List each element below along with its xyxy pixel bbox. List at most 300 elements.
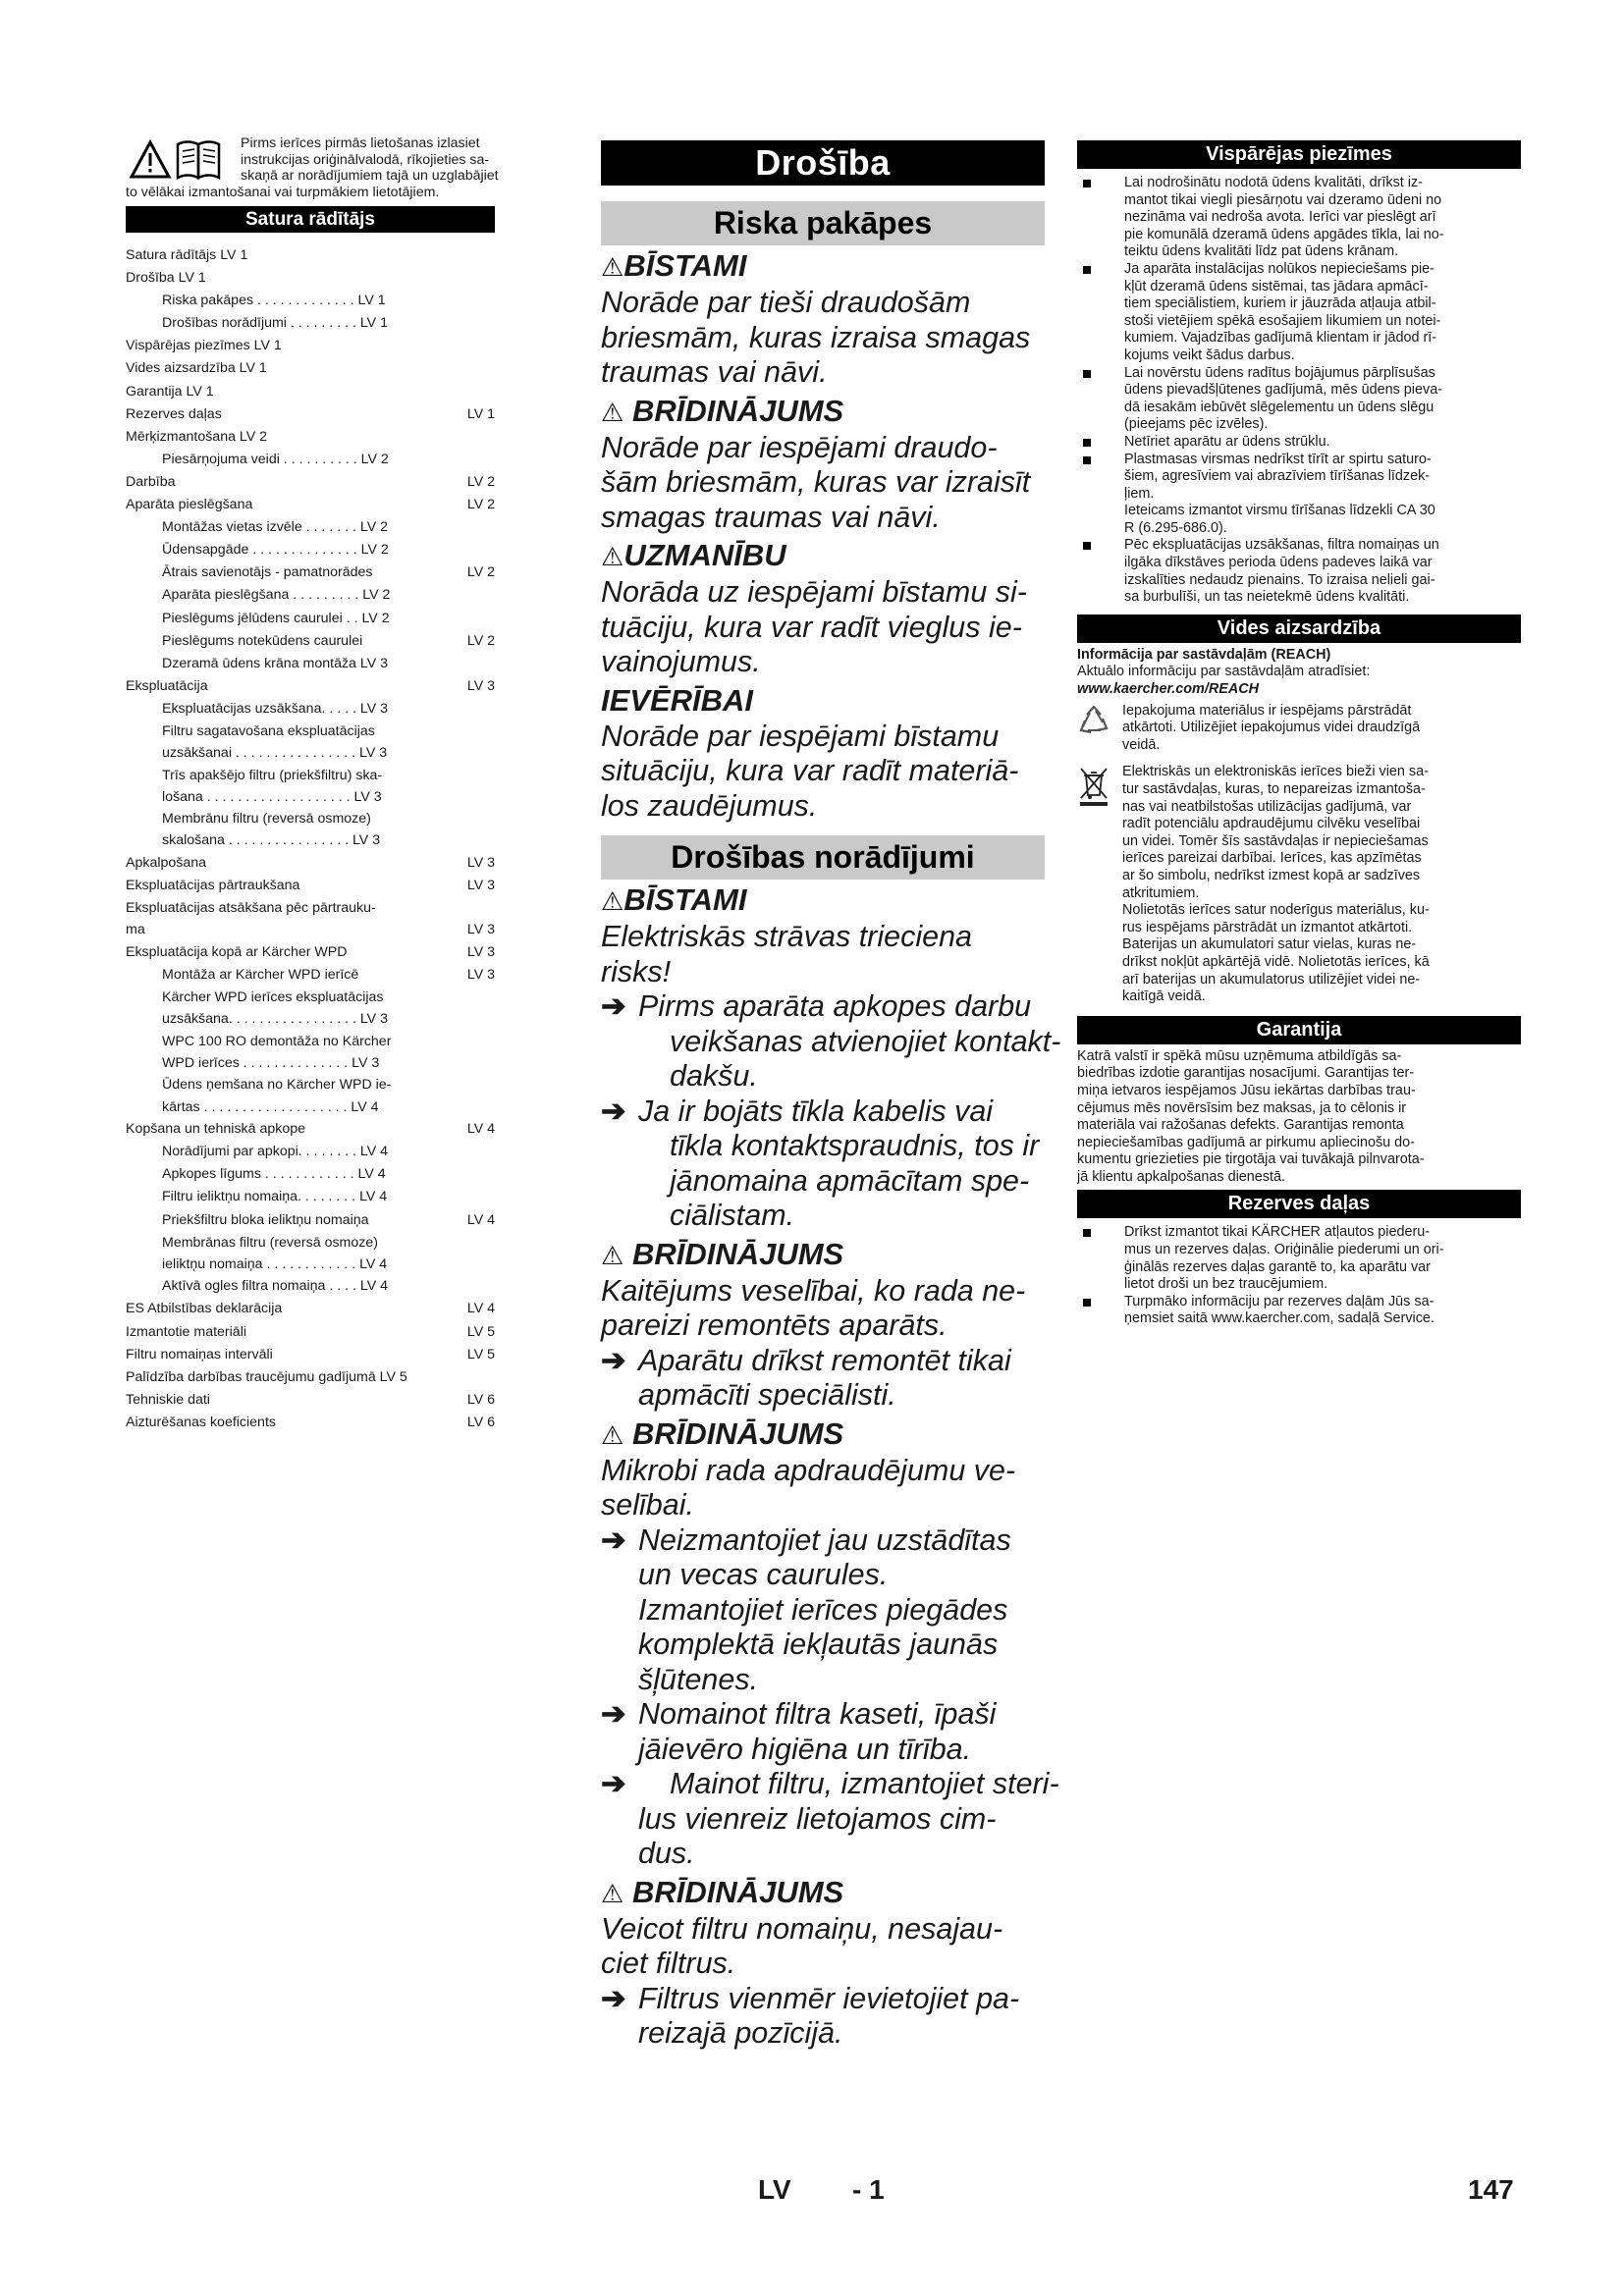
toc-entry (126, 449, 495, 471)
text-line: situāciju, kura var radīt materiā- (601, 754, 1019, 787)
text-line: Norāda uz iespējami bīstamu si- (601, 575, 1027, 609)
text-line: traumas vai nāvi. (601, 355, 828, 389)
toc-entry-text: Apkalpošana (126, 855, 207, 872)
instruction-item (601, 1982, 1045, 2052)
instruction-line: jānomaina apmācītam spe- (670, 1163, 1030, 1198)
text-line: rus iespējams pārstrādāt un izmantot atkārtoti. (1122, 919, 1413, 935)
bullet-line: dā iesakām iebūvēt slēgelementu un ūdens slēgu (1124, 399, 1435, 415)
spare-parts-list (1077, 1224, 1521, 1328)
bullet-item (1077, 365, 1521, 434)
attention-signal: IEVĒRĪBAI (601, 682, 754, 718)
instruction-line: dakšu. (670, 1059, 758, 1093)
toc-entry-text: Ekspluatācija kopā ar Kärcher WPD (126, 943, 348, 960)
bullet-line: ģinālās rezerves daļas garantē to, ka aparātu var (1124, 1258, 1431, 1275)
text-line: tur sastāvdaļas, kuras, to nepareizas izmantoša- (1122, 781, 1426, 797)
toc-entry-page: LV 2 (466, 632, 495, 649)
text-line: briesmām, kuras izraisa smagas (601, 320, 1031, 354)
subsection-safety-instructions: Drošības norādījumi (601, 835, 1045, 880)
text-line: Kaitējums veselībai, ko rada ne- (601, 1273, 1026, 1308)
bullet-line: ņemsiet saitā www.kaercher.com, sadaļā Service. (1124, 1310, 1435, 1327)
left-column (126, 135, 499, 1434)
bullet-line: Lai novērstu ūdens radītus bojājumus pārplīsušas (1124, 364, 1435, 381)
toc-entry-text: Aparāta pieslēgšana (126, 497, 253, 513)
toc-entry (126, 808, 495, 830)
toc-entry-text: ieliktņu nomaiņa . . . . . . . . . . . . LV 4 (162, 1255, 388, 1272)
toc-entry (126, 494, 495, 516)
toc-entry-text: Darbība (126, 473, 176, 490)
toc-entry (126, 381, 495, 403)
bullet-square-icon (1083, 370, 1091, 378)
toc-entry-page: LV 6 (466, 1414, 495, 1430)
text-line: nepieciešamības gadījumā ar pirkumu apliecinošu do- (1077, 1134, 1415, 1150)
instruction-line: Nomainot filtra kaseti, īpaši (638, 1697, 997, 1731)
text-line: Mikrobi rada apdraudējumu ve- (601, 1453, 1016, 1487)
bullet-item (1077, 175, 1521, 261)
toc-entry (126, 698, 495, 721)
text-line: Elektriskās un elektroniskās ierīces bieži vien sa- (1122, 764, 1429, 780)
toc-entry (126, 830, 495, 852)
toc-entry (126, 630, 495, 653)
text-line: pareizi remontēts aparāts. (601, 1308, 947, 1342)
toc-entry-text: Vispārējas piezīmes LV 1 (126, 338, 282, 354)
text-line: atkārtoti. Utilizējiet iepakojumus videi draudzīgā (1122, 720, 1421, 736)
warning-triangle-icon: ⚠ (601, 886, 624, 916)
toc-entry-page: LV 4 (466, 1301, 495, 1317)
warning-triangle-icon: ⚠ (601, 1240, 624, 1270)
toc-entry (126, 1141, 495, 1163)
text-line: Veicot filtru nomaiņu, nesajau- (601, 1911, 1003, 1946)
intro-line: Pirms ierīces pirmās lietošanas izlasiet (241, 135, 480, 151)
section-title-safety: Drošība (601, 140, 1045, 186)
toc-entry (126, 897, 495, 920)
bullet-item (1077, 452, 1521, 538)
arrow-icon: ➔ (601, 989, 626, 1023)
text-line: šām briesmām, kuras var izraisīt (601, 465, 1031, 499)
intro-line: skaņā ar norādījumiem tajā un uzglabājiet (241, 168, 499, 184)
warning-triangle-icon: ⚠ (601, 397, 624, 427)
instruction-item (601, 1697, 1045, 1767)
toc-entry (126, 335, 495, 357)
toc-entry-text: Piesārņojuma veidi . . . . . . . . . . LV 2 (162, 451, 389, 467)
toc-entry-text: Membrānu filtru (reversā osmoze) (162, 811, 371, 828)
middle-column (601, 140, 1061, 2052)
toc-entry (126, 561, 495, 584)
bullet-line: Drīkst izmantot tikai KÄRCHER atļautos piederu- (1124, 1224, 1431, 1241)
text-line: Katrā valstī ir spēkā mūsu uzņēmuma atbildīgās sa- (1077, 1047, 1402, 1064)
toc-entry-text: Pieslēgums notekūdens caurulei (162, 632, 363, 649)
toc-entry (126, 941, 495, 964)
bullet-line: ļiem. (1124, 485, 1155, 502)
bullet-item (1077, 537, 1521, 606)
warning-manual-icon (129, 136, 227, 180)
toc-entry-text: skalošana . . . . . . . . . . . . . . . . LV 3 (162, 832, 381, 849)
instruction-line: Izmantojiet ierīces piegādes (638, 1592, 1008, 1627)
bullet-item (1077, 1294, 1521, 1328)
bullet-line: R (6.295-686.0). (1124, 519, 1227, 536)
danger-text (601, 920, 1045, 989)
section-title-spare-parts: Rezerves daļas (1077, 1190, 1521, 1218)
toc-entry (126, 516, 495, 539)
toc-entry (126, 584, 495, 607)
bullet-line: teiktu ūdens kvalitāti līdz pat ūdens krānam. (1124, 243, 1399, 260)
text-line: Iepakojuma materiālus ir iespējams pārstrādāt (1122, 702, 1412, 719)
toc-entry-text: Pieslēgums jēlūdens caurulei . . LV 2 (162, 610, 390, 626)
toc-entry-page: LV 5 (466, 1323, 495, 1340)
toc-entry-text: Priekšfiltru bloka ieliktņu nomaiņa (162, 1211, 369, 1228)
text-line: Elektriskās strāvas trieciena (601, 920, 972, 953)
text-line: los zaudējumus. (601, 788, 818, 823)
text-line: risks! (601, 954, 672, 988)
toc-entry-text: Palīdzība darbības traucējumu gadījumā LV 5 (126, 1368, 407, 1385)
warning-signal: ⚠ BRĪDINĀJUMS (601, 1874, 844, 1909)
toc-entry (126, 1031, 495, 1053)
instruction-line: reizajā pozīcijā. (638, 2016, 843, 2050)
toc-entry (126, 675, 495, 698)
toc-entry-page: LV 5 (466, 1346, 495, 1362)
intro-line: instrukcijas oriģinālvalodā, rīkojieties sa- (241, 151, 490, 168)
caution-signal: ⚠UZMANĪBU (601, 538, 786, 572)
text-line: miņa ietvaros iespējamos Jūsu iekārtas darbības trau- (1077, 1082, 1416, 1098)
bullet-line: (pieejams pēc izvēles). (1124, 416, 1269, 433)
toc-entry-text: Mērķizmantošana LV 2 (126, 428, 268, 445)
instruction-line: Aparātu drīkst remontēt tikai (638, 1343, 1011, 1377)
toc-entry (126, 1186, 495, 1208)
instruction-line: šļūtenes. (638, 1662, 759, 1696)
instruction-line: veikšanas atvienojiet kontakt- (670, 1024, 1061, 1058)
bullet-line: mantot tikai viegli piesārņotu vai dzeramo ūdeni no (1124, 191, 1442, 208)
text-line: drīkst nokļūt apkārtējā vidē. Nolietotās ierīces, kā (1122, 953, 1430, 970)
bullet-square-icon (1083, 266, 1091, 274)
crossed-out-bin-icon (1077, 764, 1110, 807)
warning-text (601, 1274, 1045, 1344)
bullet-square-icon (1083, 456, 1091, 464)
toc-entry-text: Ekspluatācijas uzsākšana. . . . . LV 3 (162, 700, 389, 717)
warning-signal: ⚠ BRĪDINĀJUMS (601, 1236, 844, 1271)
toc-entry (126, 787, 495, 809)
section-title-general-notes: Vispārējas piezīmes (1077, 140, 1521, 169)
text-line: ciet filtrus. (601, 1947, 736, 1980)
instruction-line: Neizmantojiet jau uzstādītas (638, 1522, 1011, 1557)
reach-link[interactable]: www.kaercher.com/REACH (1077, 681, 1260, 698)
instruction-item (601, 1767, 1059, 1872)
toc-entry (126, 312, 495, 335)
toc-title: Satura rādītājs (126, 206, 495, 233)
toc-entry-text: uzsākšanai . . . . . . . . . . . . . . . . LV 3 (162, 745, 388, 762)
toc-entry (126, 426, 495, 449)
attention-text (601, 720, 1045, 825)
toc-entry (126, 1118, 495, 1141)
instruction-line: ciālistam. (670, 1199, 795, 1232)
toc-entry-text: Ūdensapgāde . . . . . . . . . . . . . . LV 2 (162, 542, 389, 559)
toc-entry (126, 852, 495, 875)
toc-entry-text: Membrānas filtru (reversā osmoze) (162, 1234, 378, 1251)
toc-entry-page: LV 2 (466, 564, 495, 581)
reach-heading: Informācija par sastāvdaļām (REACH) (1077, 646, 1331, 663)
instruction-item (601, 1095, 1045, 1234)
bullet-line: Ja aparāta instalācijas nolūkos nepieciešams pie- (1124, 260, 1435, 277)
bullet-line: stoši vietējiem spēkā esošajiem likumiem un notei- (1124, 312, 1441, 329)
bullet-item (1077, 261, 1521, 365)
warning-triangle-icon: ⚠ (601, 1419, 624, 1450)
toc-entry-text: Garantija LV 1 (126, 383, 214, 400)
bullet-square-icon (1083, 1299, 1091, 1307)
bullet-line: ilgāka dīkstāves perioda ūdens padeves laikā var (1124, 555, 1433, 571)
text-line: Norāde par iespējami draudo- (601, 430, 998, 464)
text-line: atkritumiem. (1122, 884, 1200, 901)
bullet-line: tiem speciālistiem, kuriem ir jāuzrāda atļauja atbil- (1124, 295, 1436, 312)
section-title-warranty: Garantija (1077, 1016, 1521, 1044)
toc-entry (126, 920, 495, 941)
toc-entry-text: kārtas . . . . . . . . . . . . . . . . . . . LV 4 (162, 1098, 379, 1115)
bullet-item (1077, 1224, 1521, 1293)
bullet-square-icon (1083, 439, 1091, 447)
bullet-line: Ieteicams izmantot virsmu tīrīšanas līdzekli CA 30 (1124, 503, 1435, 519)
warning-text (601, 1454, 1045, 1523)
warning-text (601, 1912, 1045, 1982)
toc-entry (126, 1366, 495, 1389)
recycling-text (1122, 703, 1521, 755)
toc-entry-text: Drošības norādījumi . . . . . . . . . LV 1 (162, 315, 388, 332)
bullet-line: kojums veikt šādus darbus. (1124, 347, 1295, 363)
bullet-line: ūdens pievadšļūtenes gadījumā, mēs ūdens pieva- (1124, 382, 1442, 399)
toc-entry-page: LV 4 (466, 1211, 495, 1228)
toc-entry-text: Aparāta pieslēgšana . . . . . . . . . LV 2 (162, 587, 391, 604)
instruction-line: Pirms aparāta apkopes darbu (638, 989, 1032, 1023)
instruction-line: Filtrus vienmēr ievietojiet pa- (638, 1981, 1020, 2015)
intro-notice (126, 135, 499, 200)
bullet-line: šiem, agresīviem vai abrazīviem tīrīšanas līdzek- (1124, 468, 1431, 485)
bullet-line: izskalīties nedaudz pienains. To izraisa nelieli gai- (1124, 571, 1435, 588)
bullet-item (1077, 434, 1521, 452)
toc-entry-text: Rezerves daļas (126, 405, 222, 422)
instruction-line: un vecas caurules. (638, 1558, 889, 1591)
instruction-line: Mainot filtru, izmantojiet steri- (670, 1767, 1059, 1800)
instruction-item (601, 989, 1061, 1095)
toc-entry-page: LV 1 (466, 405, 495, 422)
text-line: ierīces pareizai darbībai. Ierīces, kas apzīmētas (1122, 850, 1422, 867)
toc-entry (126, 721, 495, 743)
toc-entry (126, 267, 495, 290)
toc-entry (126, 1298, 495, 1320)
text-line: smagas traumas vai nāvi. (601, 500, 941, 534)
bullet-line: Lai nodrošinātu nodotā ūdens kvalitāti, drīkst iz- (1124, 175, 1423, 190)
toc-entry-text: Ekspluatācija (126, 677, 208, 694)
text-line: Norāde par iespējami bīstamu (601, 719, 1000, 753)
toc-entry-text: Aizturēšanas koeficients (126, 1414, 276, 1430)
toc-entry-text: Filtru nomaiņas intervāli (126, 1346, 273, 1362)
bullet-line: sa burbulīši, un tas neietekmē ūdens kvalitāti. (1124, 589, 1410, 606)
toc-entry-text: Ātrais savienotājs - pamatnorādes (162, 564, 373, 581)
toc-entry-page: LV 3 (466, 922, 495, 938)
toc-entry (126, 403, 495, 426)
instruction-line: komplektā iekļautās jaunās (638, 1628, 999, 1661)
recycle-icon (1077, 703, 1110, 738)
toc-entry (126, 653, 495, 675)
toc-entry-text: Kopšana un tehniskā apkope (126, 1121, 306, 1138)
toc-entry-text: Norādījumi par apkopi. . . . . . . . LV 4 (162, 1144, 388, 1160)
instruction-item (601, 1344, 1045, 1414)
text-line: kaitīgā veidā. (1122, 988, 1206, 1005)
toc-entry-page: LV 6 (466, 1391, 495, 1408)
text-line: Norāde par tieši draudošām (601, 286, 971, 319)
toc-entry (126, 1255, 495, 1276)
text-line: cējumus mēs novērsīsim bez maksas, ja to cēlonis ir (1077, 1099, 1407, 1116)
bullet-line: Pēc ekspluatācijas uzsākšanas, filtra nomaiņas un (1124, 537, 1439, 554)
general-notes-list (1077, 175, 1521, 607)
toc-entry (126, 539, 495, 561)
toc-entry (126, 1344, 495, 1366)
recycling-note (1077, 703, 1521, 755)
toc-entry-text: Filtru sagatavošana ekspluatācijas (162, 722, 375, 739)
instruction-line: apmācīti speciālisti. (638, 1378, 896, 1412)
text-line: tuāciju, kura var radīt vieglus ie- (601, 610, 1022, 644)
text-line: biedrības izdotie garantijas nosacījumi. Garantijas ter- (1077, 1065, 1415, 1082)
warning-triangle-icon: ⚠ (601, 252, 624, 282)
toc-entry-text: Vides aizsardzība LV 1 (126, 360, 267, 377)
toc-entry-text: lošana . . . . . . . . . . . . . . . . . . . LV 3 (162, 788, 382, 805)
warning-triangle-icon: ⚠ (601, 1878, 624, 1908)
arrow-icon: ➔ (601, 1981, 626, 2015)
bullet-line: nezināma vai nedroša avota. Ierīci var pieslēgt arī (1124, 209, 1436, 226)
toc-entry (126, 987, 495, 1009)
toc-entry-text: Filtru ieliktņu nomaiņa. . . . . . . . LV 4 (162, 1189, 388, 1205)
toc-entry-page: LV 2 (466, 473, 495, 490)
danger-text (601, 286, 1045, 391)
arrow-icon: ➔ (601, 1767, 626, 1800)
toc-entry-page: LV 3 (466, 855, 495, 872)
toc-entry-text: WPD ierīces . . . . . . . . . . . . . . LV 3 (162, 1054, 380, 1071)
toc-entry-page: LV 3 (466, 878, 495, 894)
instruction-line: dus. (638, 1837, 695, 1870)
toc-entry (126, 608, 495, 630)
toc-entry-text: Tehniskie dati (126, 1391, 210, 1408)
toc-entry (126, 765, 495, 787)
toc-entry-text: Izmantotie materiāli (126, 1323, 247, 1340)
arrow-icon: ➔ (601, 1094, 626, 1128)
toc-entry-text: Aktīvā ogles filtra nomaiņa . . . . LV 4 (162, 1278, 388, 1295)
toc-entry-text: Dzeramā ūdens krāna montāža LV 3 (162, 655, 389, 671)
danger-signal: ⚠BĪSTAMI (601, 882, 747, 917)
instruction-line: jāievēro higiēna un tīrība. (638, 1732, 972, 1766)
footer-page-number: 147 (1468, 2174, 1514, 2205)
toc-entry-page: LV 4 (466, 1121, 495, 1138)
text-line: materiāla vai ražošanas defekts. Garantijas remonta (1077, 1117, 1404, 1134)
bullet-square-icon (1083, 180, 1091, 187)
weee-note (1077, 764, 1521, 1005)
text-line: selībai. (601, 1488, 694, 1522)
warranty-text (1077, 1048, 1521, 1187)
toc-entry (126, 1074, 495, 1096)
toc-entry (126, 290, 495, 312)
toc-entry (126, 1009, 495, 1031)
subsection-risk-levels: Riska pakāpes (601, 201, 1045, 245)
arrow-icon: ➔ (601, 1522, 626, 1557)
warning-signal: ⚠ BRĪDINĀJUMS (601, 1415, 844, 1451)
footer-language: LV (758, 2174, 791, 2205)
warning-signal: ⚠ BRĪDINĀJUMS (601, 393, 844, 428)
toc-entry-text: uzsākšana. . . . . . . . . . . . . . . . . LV 3 (162, 1011, 388, 1028)
bullet-line: lietot droši un bez traucējumiem. (1124, 1276, 1328, 1293)
warning-text (601, 431, 1045, 536)
instruction-line: Ja ir bojāts tīkla kabelis vai (638, 1094, 994, 1128)
toc-entry (126, 875, 495, 897)
toc-entry (126, 1321, 495, 1344)
arrow-icon: ➔ (601, 1697, 626, 1731)
text-line: veidā. (1122, 736, 1161, 753)
toc-entry-text: Riska pakāpes . . . . . . . . . . . . . LV 1 (162, 293, 386, 309)
text-line: arī baterijas un akumulatorus utilizējiet videi ne- (1122, 971, 1421, 988)
toc-entry (126, 1389, 495, 1412)
text-line: un videi. Tomēr šīs sastāvdaļas ir nepieciešamas (1122, 832, 1429, 849)
bullet-square-icon (1083, 542, 1091, 550)
toc-entry-text: Montāžas vietas izvēle . . . . . . . LV 2 (162, 519, 388, 536)
toc-entry-page: LV 3 (466, 943, 495, 960)
arrow-icon: ➔ (601, 1343, 626, 1377)
text-line: Baterijas un akumulatori satur vielas, kuras ne- (1122, 936, 1417, 953)
text-line: Nolietotās ierīces satur noderīgus materiālus, ku- (1122, 902, 1430, 919)
toc-entry-text: Apkopes līgums . . . . . . . . . . . . LV 4 (162, 1166, 386, 1183)
instruction-line: lus vienreiz lietojamos cim- (638, 1801, 997, 1836)
toc-entry-text: Montāža ar Kärcher WPD ierīcē (162, 967, 359, 983)
section-title-environment: Vides aizsardzība (1077, 614, 1521, 643)
text-line: nas vai neatbilstošas utilizācijas gadījumā, var (1122, 798, 1412, 815)
bullet-line: pie komunālā dzeramā ūdens apgādes tīkla, lai no- (1124, 226, 1444, 242)
danger-signal: ⚠BĪSTAMI (601, 248, 747, 283)
bullet-line: mus un rezerves daļas. Oriģinālie piederumi un ori- (1124, 1242, 1444, 1258)
footer-section-page: - 1 (852, 2174, 885, 2205)
toc-entry-text: ma (126, 922, 145, 938)
text-line: vainojumus. (601, 645, 761, 678)
toc-entry-text: Ūdens ņemšana no Kärcher WPD ie- (162, 1077, 392, 1094)
toc-entry (126, 1053, 495, 1075)
toc-entry (126, 1412, 495, 1434)
toc-entry-text: Trīs apakšējo filtru (priekšfiltru) ska- (162, 767, 383, 783)
text-line: kumentu griezieties pie tirgotāja vai tuvākajā pilnvarota- (1077, 1151, 1425, 1168)
bullet-line: kumiem. Vajadzības gadījumā klientam ir jādod rī- (1124, 330, 1437, 347)
toc-entry (126, 357, 495, 380)
text-line: jā klientu apkalpošanas dienestā. (1077, 1168, 1286, 1185)
caution-text (601, 575, 1045, 680)
toc-entry-text: Ekspluatācijas pārtraukšana (126, 878, 300, 894)
right-column (1077, 140, 1521, 1328)
toc-entry (126, 964, 495, 987)
toc-entry (126, 743, 495, 765)
toc-entry-page: LV 3 (466, 677, 495, 694)
bullet-line: Turpmāko informāciju par rezerves daļām Jūs sa- (1124, 1293, 1435, 1309)
toc-entry (126, 1232, 495, 1255)
instruction-item (601, 1523, 1045, 1698)
bullet-line: kļūt dzeramā ūdens sistēmai, tas jādara apmācī- (1124, 278, 1429, 294)
toc-entry-text: Satura rādītājs LV 1 (126, 247, 248, 263)
instruction-line: tīkla kontaktspraudnis, tos ir (670, 1129, 1040, 1162)
toc-entry (126, 1097, 495, 1119)
weee-text (1122, 764, 1521, 1005)
toc-entry-text: ES Atbilstības deklarācija (126, 1301, 283, 1317)
toc-entry-text: Kärcher WPD ierīces ekspluatācijas (162, 989, 384, 1006)
toc-entry (126, 244, 495, 267)
toc-entry-page: LV 2 (466, 497, 495, 513)
toc-entry-text: WPC 100 RO demontāža no Kärcher (162, 1033, 392, 1049)
warning-triangle-icon: ⚠ (601, 542, 624, 571)
bullet-square-icon (1083, 1229, 1091, 1237)
toc-entry (126, 1275, 495, 1298)
bullet-line: Netīriet aparātu ar ūdens strūklu. (1124, 433, 1330, 450)
toc-entry (126, 1209, 495, 1232)
reach-text: Aktuālo informāciju par sastāvdaļām atradīsiet: (1077, 664, 1371, 680)
text-line: radīt potenciālu apdraudējumu cilvēku veselībai (1122, 816, 1421, 832)
text-line: ar šo simbolu, nedrīkst izmest kopā ar sadzīves (1122, 867, 1421, 883)
toc-entry-page: LV 3 (466, 967, 495, 983)
